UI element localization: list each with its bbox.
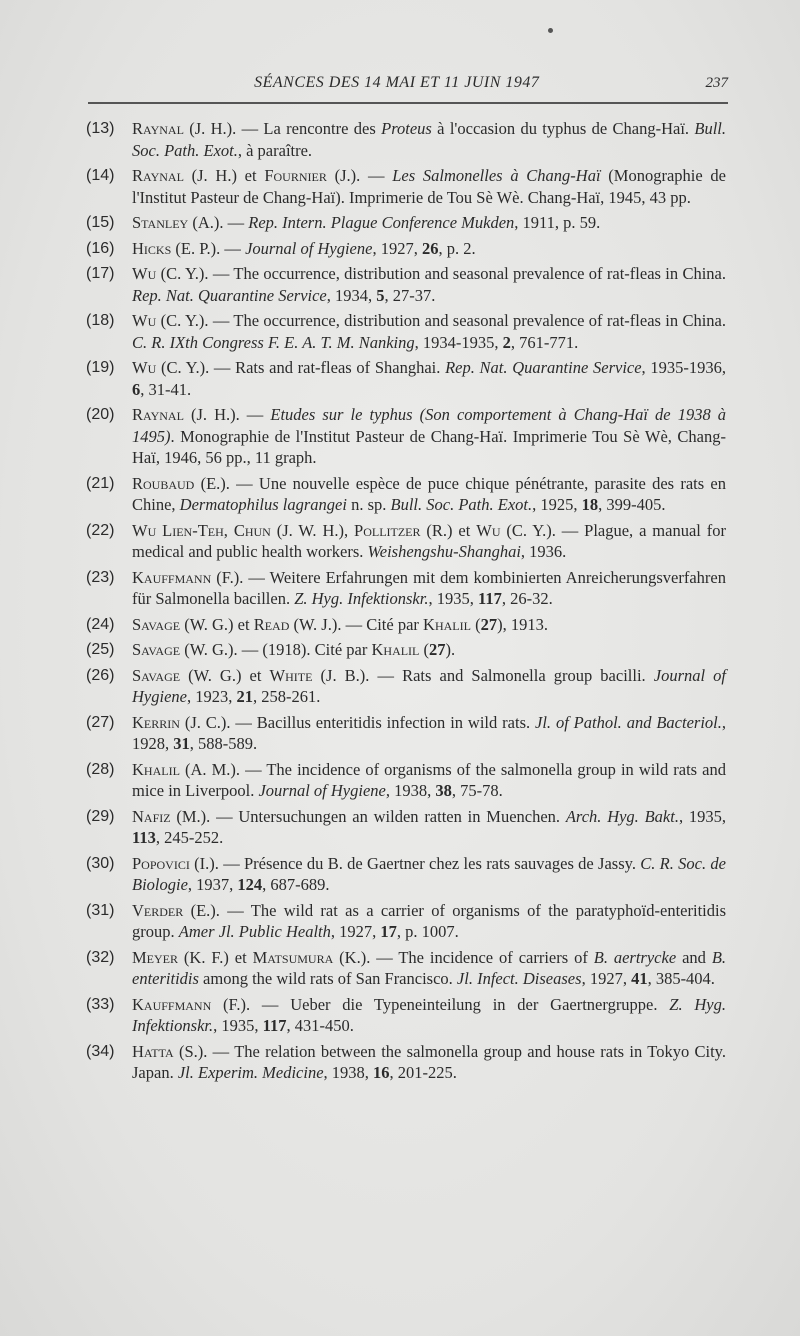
volume-number: 113 bbox=[132, 828, 156, 847]
italic-title: B. enteritidis bbox=[132, 947, 727, 988]
reference-item bbox=[86, 639, 726, 661]
italic-title: C. R. Soc. de Biologie bbox=[132, 853, 727, 894]
reference-text bbox=[132, 212, 726, 234]
author-name: Raynal bbox=[132, 405, 184, 424]
reference-text bbox=[132, 639, 726, 661]
volume-number: 6 bbox=[132, 379, 141, 399]
reference-item bbox=[86, 759, 726, 802]
reference-number: (16) bbox=[86, 239, 115, 257]
author-name: Kerrin bbox=[132, 712, 180, 732]
author-name: Khalil bbox=[132, 759, 180, 779]
author-name: Savage bbox=[132, 665, 181, 685]
reference-text bbox=[132, 357, 726, 400]
reference-fragment: , p. 2. bbox=[438, 238, 476, 258]
reference-fragment: , 1935, bbox=[213, 1016, 263, 1035]
reference-text bbox=[132, 567, 726, 610]
italic-title: Arch. Hyg. Bakt. bbox=[565, 806, 679, 826]
reference-fragment: (K.). — The incidence of carriers of bbox=[333, 947, 594, 967]
italic-title: Journal of Hygiene bbox=[245, 238, 373, 258]
reference-fragment: (E. P.). — bbox=[171, 238, 246, 258]
italic-title: Les Salmonelles à Chang-Haï bbox=[392, 166, 601, 185]
reference-item bbox=[86, 614, 726, 636]
reference-number: (20) bbox=[86, 406, 115, 423]
volume-number: 2 bbox=[502, 332, 511, 352]
reference-item bbox=[86, 357, 726, 400]
reference-item bbox=[86, 165, 726, 208]
reference-text bbox=[132, 994, 726, 1037]
volume-number: 17 bbox=[380, 922, 397, 941]
reference-fragment: (M.). — Untersuchungen an wilden ratten in Muenchen. bbox=[170, 806, 566, 826]
reference-fragment: (J. B.). — Rats and Salmonella group bacilli. bbox=[312, 665, 654, 685]
volume-number: 5 bbox=[376, 285, 385, 305]
reference-text bbox=[132, 614, 726, 636]
reference-fragment: , 1923, bbox=[186, 687, 237, 706]
reference-fragment: , 1938, bbox=[385, 781, 436, 800]
reference-fragment: (F.). — Weitere Erfahrungen mit dem kombinierten Anreicherungsverfahren für Salmonella bacillen. bbox=[132, 567, 726, 608]
reference-number: (30) bbox=[86, 854, 115, 872]
reference-number: (29) bbox=[86, 807, 115, 825]
reference-fragment: , 245-252. bbox=[155, 828, 224, 847]
reference-text bbox=[132, 759, 726, 802]
author-name: Khalil bbox=[371, 640, 420, 659]
reference-fragment: , 1938, bbox=[323, 1063, 374, 1082]
reference-text bbox=[132, 118, 726, 161]
italic-title: Jl. Experim. Medicine bbox=[177, 1063, 324, 1082]
reference-fragment: , 1927, bbox=[330, 922, 381, 941]
volume-number: 27 bbox=[480, 614, 498, 634]
reference-text bbox=[132, 1041, 726, 1084]
reference-fragment: ), 1913. bbox=[497, 614, 548, 634]
author-name: Raynal bbox=[132, 166, 184, 185]
volume-number: 18 bbox=[581, 495, 599, 514]
author-name: Verder bbox=[132, 900, 184, 920]
reference-fragment: (C. Y.). — Plague, a manual for medical and public health workers. bbox=[132, 520, 726, 561]
italic-title: Jl. Infect. Diseases bbox=[456, 969, 582, 988]
reference-item bbox=[86, 1041, 726, 1084]
volume-number: 21 bbox=[236, 687, 253, 706]
reference-item bbox=[86, 994, 726, 1037]
reference-number: (15) bbox=[86, 214, 115, 231]
reference-text bbox=[132, 238, 726, 260]
reference-fragment: , p. 1007. bbox=[396, 922, 459, 941]
reference-fragment: , 1934, bbox=[326, 285, 377, 305]
reference-fragment: (C. Y.). — The occurrence, distribution and seasonal prevalence of rat-fleas in China. bbox=[156, 311, 726, 330]
reference-fragment: , 1935, bbox=[428, 589, 478, 608]
reference-fragment: , 1925, bbox=[532, 495, 582, 514]
reference-item bbox=[86, 520, 726, 563]
volume-number: 27 bbox=[429, 640, 446, 659]
reference-fragment: , 1937, bbox=[187, 875, 238, 894]
reference-fragment: ( bbox=[470, 614, 481, 634]
reference-number: (28) bbox=[86, 760, 115, 778]
reference-fragment: , 1936. bbox=[520, 542, 567, 561]
running-title: SÉANCES DES 14 MAI ET 11 JUIN 1947 bbox=[254, 74, 540, 91]
reference-item bbox=[86, 212, 726, 234]
reference-fragment: , 1934-1935, bbox=[414, 332, 503, 352]
reference-fragment: , 1927, bbox=[581, 969, 632, 988]
page-number: 237 bbox=[705, 75, 728, 91]
reference-fragment: , 1928, bbox=[132, 712, 726, 753]
reference-fragment: , 26-32. bbox=[501, 589, 553, 608]
reference-fragment: , 201-225. bbox=[389, 1063, 457, 1082]
reference-text bbox=[132, 947, 726, 990]
reference-item bbox=[86, 263, 726, 306]
reference-text bbox=[132, 900, 726, 943]
reference-number: (25) bbox=[86, 641, 115, 658]
reference-number: (18) bbox=[86, 312, 115, 329]
reference-fragment: (J. H.) et bbox=[183, 166, 265, 185]
reference-number: (24) bbox=[86, 615, 115, 633]
author-name: Meyer bbox=[132, 947, 179, 967]
reference-fragment: (Monographie de l'Institut Pasteur de Chang-Haï). Imprimerie de Tou Sè Wè. Chang-Haï, 1945, 43 pp. bbox=[132, 166, 726, 207]
reference-list bbox=[86, 118, 726, 1088]
author-name: Chun bbox=[233, 520, 271, 540]
reference-item bbox=[86, 853, 726, 896]
author-name: Matsumura bbox=[252, 947, 334, 967]
reference-fragment: , 27-37. bbox=[384, 285, 436, 305]
author-name: Roubaud bbox=[132, 473, 195, 493]
reference-number: (13) bbox=[86, 120, 115, 137]
reference-item bbox=[86, 947, 726, 990]
italic-title: Journal of Hygiene bbox=[132, 665, 726, 706]
reference-number: (19) bbox=[86, 359, 115, 376]
reference-text bbox=[132, 263, 726, 306]
reference-number: (14) bbox=[86, 167, 115, 184]
header-rule bbox=[88, 102, 728, 104]
volume-number: 31 bbox=[173, 734, 190, 753]
reference-fragment: (J.). — bbox=[326, 166, 393, 185]
reference-fragment: (W. J.). — Cité par bbox=[289, 614, 424, 634]
reference-fragment: n. sp. bbox=[346, 495, 391, 514]
volume-number: 124 bbox=[237, 875, 263, 894]
reference-fragment: (A.). — bbox=[188, 213, 249, 232]
italic-title: Weishengshu-Shanghai bbox=[367, 542, 521, 561]
reference-item bbox=[86, 238, 726, 260]
reference-fragment: (F.). — Ueber die Typeneinteilung in der Gaertnergruppe. bbox=[211, 994, 670, 1014]
italic-title: Z. Hyg. Infektionskr. bbox=[294, 589, 429, 608]
italic-title: Amer Jl. Public Health bbox=[178, 922, 331, 941]
italic-title: Bull. Soc. Path. Exot. bbox=[390, 495, 533, 514]
reference-item bbox=[86, 900, 726, 943]
reference-number: (34) bbox=[86, 1042, 115, 1060]
reference-fragment: ). bbox=[445, 640, 456, 659]
reference-text bbox=[132, 473, 726, 516]
reference-fragment: (C. Y.). — Rats and rat-fleas of Shanghai. bbox=[156, 358, 446, 377]
author-name: Wu bbox=[476, 520, 501, 540]
author-name: Wu bbox=[132, 358, 157, 377]
author-name: Raynal bbox=[132, 119, 184, 138]
reference-number: (17) bbox=[86, 265, 115, 282]
reference-fragment: (W. G.) et bbox=[180, 665, 270, 685]
volume-number: 26 bbox=[421, 238, 439, 258]
reference-fragment: , 1927, bbox=[372, 238, 422, 258]
italic-title: Proteus bbox=[381, 119, 432, 138]
italic-title: Rep. Nat. Quarantine Service bbox=[132, 285, 327, 305]
volume-number: 117 bbox=[262, 1016, 287, 1035]
reference-number: (31) bbox=[86, 901, 115, 919]
reference-fragment: à l'occasion du typhus de Chang-Haï. bbox=[431, 119, 695, 138]
reference-text bbox=[132, 665, 726, 708]
italic-title: Rep. Intern. Plague Conference Mukden bbox=[248, 213, 515, 232]
author-name: Khalil bbox=[423, 614, 471, 634]
reference-item bbox=[86, 806, 726, 849]
reference-text bbox=[132, 853, 726, 896]
italic-title: Bull. Soc. Path. Exot. bbox=[132, 119, 726, 160]
author-name: Popovici bbox=[132, 853, 190, 873]
reference-text bbox=[132, 310, 726, 353]
reference-fragment: (C. Y.). — The occurrence, distribution and seasonal prevalence of rat-fleas in China. bbox=[156, 264, 726, 283]
reference-fragment: (J. H.). — bbox=[183, 405, 271, 424]
italic-title: Rep. Nat. Quarantine Service bbox=[445, 358, 642, 377]
author-name: Wu Lien-Teh bbox=[132, 520, 224, 540]
reference-fragment: , 588-589. bbox=[189, 734, 258, 753]
reference-fragment: , 761-771. bbox=[510, 332, 579, 352]
reference-fragment: ( bbox=[419, 640, 430, 659]
volume-number: 117 bbox=[477, 589, 502, 608]
reference-text bbox=[132, 712, 726, 755]
reference-fragment: , 258-261. bbox=[252, 687, 321, 706]
reference-number: (32) bbox=[86, 948, 115, 966]
author-name: Savage bbox=[132, 640, 181, 659]
reference-fragment: (J. W. H.), bbox=[270, 520, 355, 540]
author-name: Stanley bbox=[132, 213, 189, 232]
reference-number: (22) bbox=[86, 521, 115, 539]
author-name: Nafiz bbox=[132, 806, 171, 826]
reference-fragment: , 431-450. bbox=[286, 1016, 354, 1035]
reference-fragment: (A. M.). — The incidence of organisms of the salmonella group in wild rats and mice in Liverpool. bbox=[132, 759, 726, 800]
volume-number: 41 bbox=[631, 969, 648, 988]
italic-title: Etudes sur le typhus (Son comportement à Chang-Haï de 1938 à 1495) bbox=[132, 405, 727, 446]
author-name: Wu bbox=[132, 264, 157, 283]
reference-fragment: and bbox=[676, 947, 712, 967]
author-name: Hatta bbox=[132, 1041, 174, 1061]
reference-fragment: , 1935, bbox=[678, 806, 727, 826]
reference-item bbox=[86, 473, 726, 516]
italic-title: B. aertrycke bbox=[593, 947, 677, 967]
reference-fragment: (J. C.). — Bacillus enteritidis infection in wild rats. bbox=[179, 712, 536, 732]
reference-fragment: (K. F.) et bbox=[178, 947, 253, 967]
reference-fragment: , 1935-1936, bbox=[641, 358, 726, 377]
reference-text bbox=[132, 404, 726, 469]
author-name: Savage bbox=[132, 614, 181, 634]
ink-dot bbox=[548, 28, 553, 33]
reference-fragment: , 75-78. bbox=[451, 781, 503, 800]
volume-number: 38 bbox=[435, 781, 452, 800]
reference-number: (21) bbox=[86, 474, 115, 492]
italic-title: Journal of Hygiene bbox=[258, 781, 386, 800]
reference-fragment: , à paraître. bbox=[237, 140, 313, 160]
reference-fragment: (W. G.) et bbox=[180, 614, 254, 634]
reference-fragment: , 31-41. bbox=[140, 379, 192, 399]
reference-fragment: , 687-689. bbox=[262, 875, 330, 894]
reference-fragment: (E.). — The wild rat as a carrier of organisms of the paratyphoïd-enteritidis group. bbox=[132, 900, 726, 941]
reference-item bbox=[86, 404, 726, 469]
reference-number: (27) bbox=[86, 713, 115, 731]
reference-number: (26) bbox=[86, 666, 115, 684]
reference-item bbox=[86, 310, 726, 353]
author-name: Read bbox=[253, 614, 290, 634]
reference-fragment: (I.). — Présence du B. de Gaertner chez les rats sauvages de Jassy. bbox=[189, 853, 641, 873]
reference-fragment: (W. G.). — (1918). Cité par bbox=[180, 640, 372, 659]
italic-title: Jl. of Pathol. and Bacteriol. bbox=[535, 712, 722, 732]
author-name: Hicks bbox=[132, 238, 172, 258]
italic-title: Z. Hyg. Infektionskr. bbox=[132, 994, 726, 1035]
reference-number: (23) bbox=[86, 568, 115, 586]
reference-text bbox=[132, 165, 726, 208]
reference-fragment: . Monographie de l'Institut Pasteur de Chang-Haï. Imprimerie Tou Sè Wè, Chang-Haï, 1946, 56 pp., 11 graph. bbox=[132, 426, 726, 467]
reference-fragment: (S.). — The relation between the salmonella group and house rats in Tokyo City. Japan. bbox=[132, 1041, 726, 1082]
reference-item bbox=[86, 712, 726, 755]
reference-item bbox=[86, 118, 726, 161]
author-name: Kauffmann bbox=[132, 567, 212, 587]
reference-number: (33) bbox=[86, 995, 115, 1013]
author-name: White bbox=[269, 665, 313, 685]
reference-item bbox=[86, 665, 726, 708]
reference-fragment: (J. H.). — La rencontre des bbox=[183, 119, 382, 138]
reference-fragment: , bbox=[223, 520, 234, 540]
reference-fragment: , 1911, p. 59. bbox=[514, 213, 601, 232]
author-name: Kauffmann bbox=[132, 994, 212, 1014]
reference-item bbox=[86, 567, 726, 610]
author-name: Pollitzer bbox=[354, 520, 421, 540]
reference-fragment: , 385-404. bbox=[647, 969, 715, 988]
page-header bbox=[88, 74, 728, 92]
italic-title: C. R. IXth Congress F. E. A. T. M. Nanking bbox=[132, 332, 415, 352]
italic-title: Dermatophilus lagrangei bbox=[179, 495, 347, 514]
reference-fragment: (E.). — Une nouvelle espèce de puce chique pénétrante, parasite des rats en Chine, bbox=[132, 473, 726, 514]
reference-fragment: (R.) et bbox=[420, 520, 477, 540]
reference-fragment: , 399-405. bbox=[598, 495, 666, 514]
reference-fragment: among the wild rats of San Francisco. bbox=[198, 969, 457, 988]
reference-text bbox=[132, 520, 726, 563]
author-name: Wu bbox=[132, 311, 157, 330]
reference-text bbox=[132, 806, 726, 849]
volume-number: 16 bbox=[373, 1063, 390, 1082]
author-name: Fournier bbox=[264, 166, 327, 185]
